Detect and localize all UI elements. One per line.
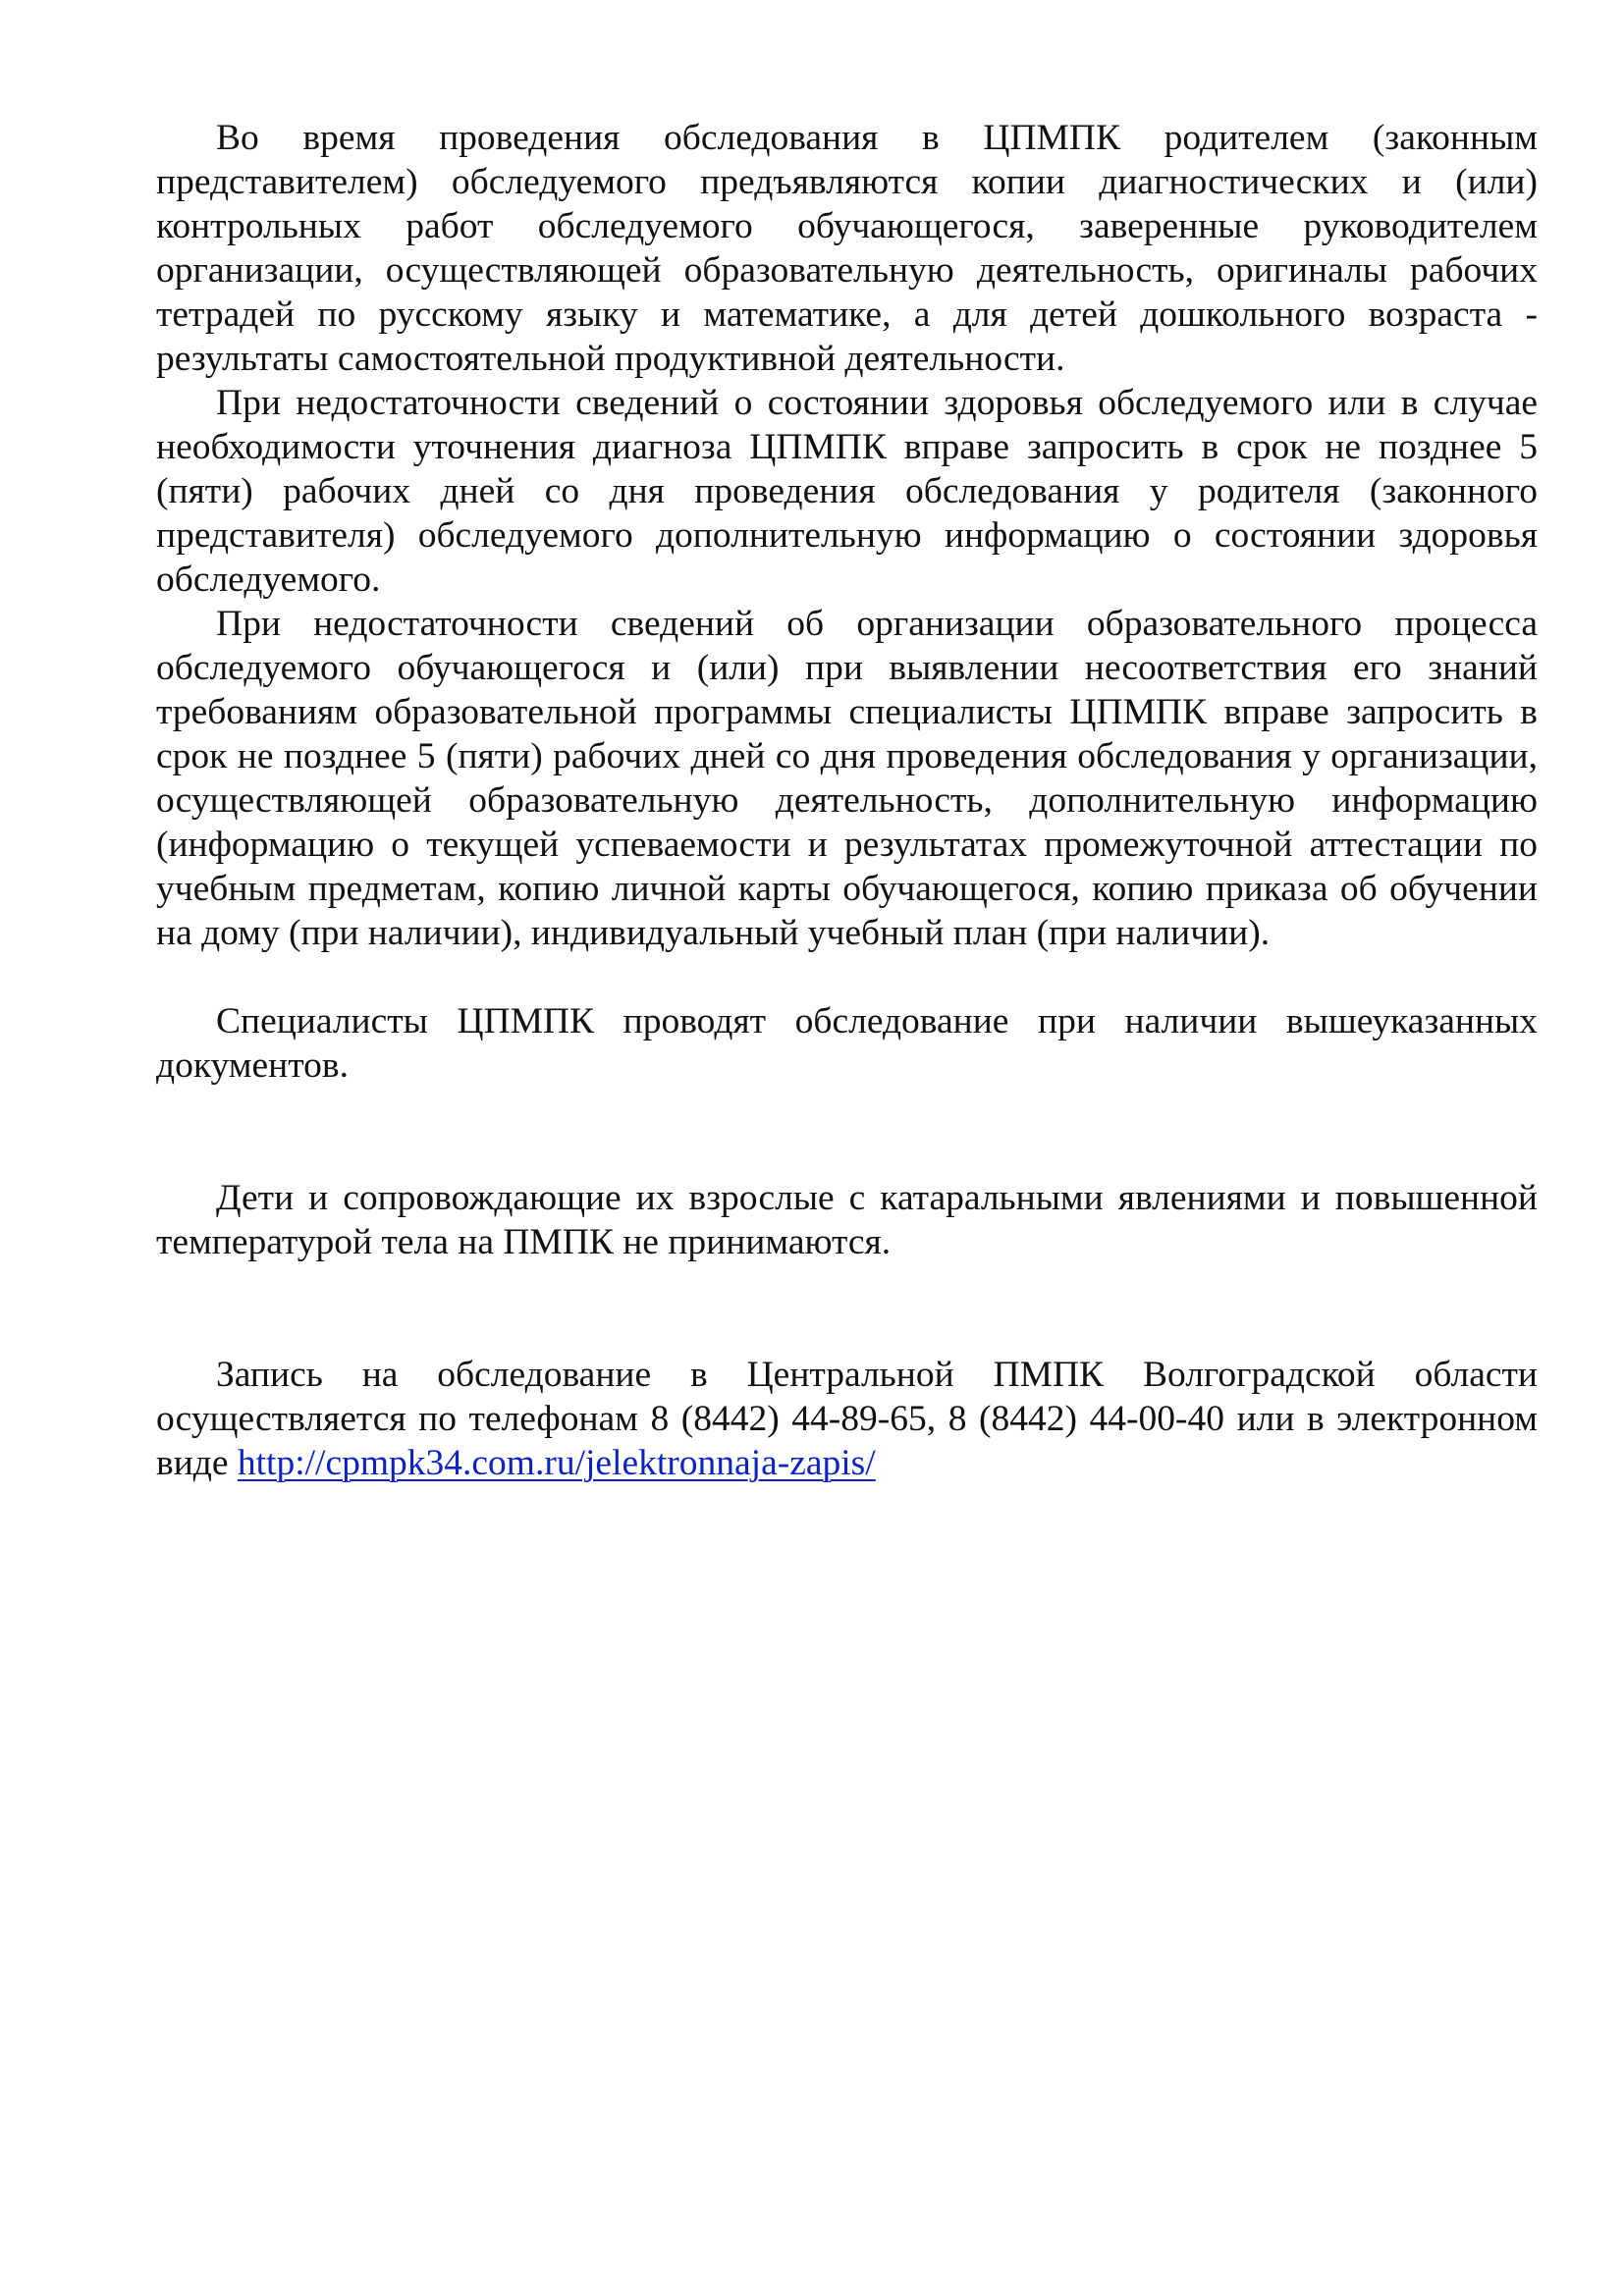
registration-link[interactable]: http://cpmpk34.com.ru/jelektronnaja-zapis/ — [237, 1443, 876, 1483]
paragraph-registration — [156, 1353, 1538, 1485]
paragraph-education-info-request: При недостаточности сведений об организации образовательного процесса обследуемого обучающегося и (или) при выявлении несоответствия его знаний требованиям образовательной программы специалисты ЦПМПК вправе запросить в срок не позднее 5 (пяти) рабочих дней со дня проведения обследования у организации, осуществляющей образовательную деятельность, дополнительную информацию (информацию о текущей успеваемости и результатах промежуточной аттестации по учебным предметам, копию личной карты обучающегося, копию приказа об обучении на дому (при наличии), индивидуальный учебный план (при наличии). — [156, 604, 1538, 953]
paragraph-specialists-exam: Специалисты ЦПМПК проводят обследование при наличии вышеуказанных документов. — [156, 1001, 1538, 1086]
paragraph-documents-required: Во время проведения обследования в ЦПМПК родителем (законным представителем) обследуемого предъявляются копии диагностических и (или) контрольных работ обследуемого обучающегося, заверенные руководителем организации, осуществляющей образовательную деятельность, оригиналы рабочих тетрадей по русскому языку и математике, а для детей дошкольного возраста - результаты самостоятельной продуктивной деятельности. — [156, 118, 1538, 379]
paragraph-illness-notice: Дети и сопровождающие их взрослые с катаральными явлениями и повышенной температурой тела на ПМПК не принимаются. — [156, 1178, 1538, 1262]
spacer — [156, 1088, 1538, 1176]
paragraph-health-info-request: При недостаточности сведений о состоянии здоровья обследуемого или в случае необходимости уточнения диагноза ЦПМПК вправе запросить в срок не позднее 5 (пяти) рабочих дней со дня проведения обследования у родителя (законного представителя) обследуемого дополнительную информацию о состоянии здоровья обследуемого. — [156, 383, 1538, 600]
spacer — [156, 955, 1538, 999]
registration-text: Запись на обследование в Центральной ПМПК Волгоградской области осуществляется по телефонам 8 (8442) 44-89-65, 8 (8442) 44-00-40 или в электронном виде — [156, 1355, 1538, 1483]
spacer — [156, 1264, 1538, 1353]
document-page — [156, 116, 1538, 1485]
